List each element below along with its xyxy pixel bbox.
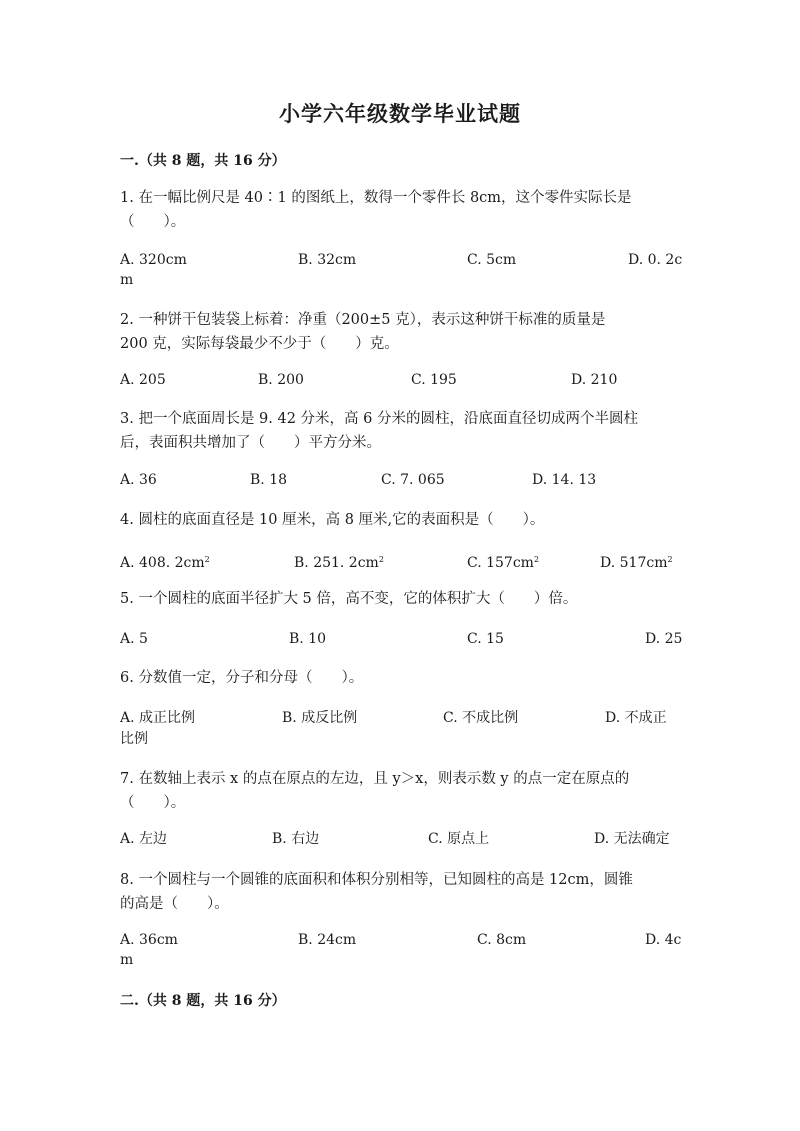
option-a: A. 320cm: [120, 252, 187, 268]
question-text: 的高是（ ）。: [120, 896, 229, 912]
option-d: D. 14. 13: [532, 472, 597, 488]
question-text: 200 克，实际每袋最少不少于（ ）克。: [120, 336, 399, 352]
question-text: 2. 一种饼干包装袋上标着：净重（200±5 克），表示这种饼干标准的质量是: [120, 312, 606, 328]
question-6: [120, 666, 678, 690]
option-d: D. 4c: [645, 932, 682, 948]
question-text: 3. 把一个底面周长是 9. 42 分米，高 6 分米的圆柱，沿底面直径切成两个半圆柱: [120, 411, 638, 427]
option-a: A. 左边: [120, 831, 168, 847]
option-c: C. 原点上: [428, 831, 490, 847]
option-d: D. 210: [571, 372, 618, 388]
option-d: D. 不成正: [605, 710, 667, 726]
page-title: 小学六年级数学毕业试题: [279, 101, 521, 126]
superscript: 2: [667, 555, 673, 564]
option-c: C. 5cm: [467, 252, 517, 268]
question-text: （ ）。: [120, 795, 186, 811]
option-wrap: m: [120, 272, 134, 288]
option-b: B. 251. $2cm^2$: [294, 555, 384, 571]
option-a: A. 36: [120, 472, 157, 488]
section-heading-2: 二.（共 8 题，共 16 分）: [120, 993, 286, 1009]
option-b: B. 24cm: [298, 932, 357, 948]
option-c: C. 不成比例: [443, 710, 519, 726]
question-8: [120, 868, 678, 916]
option-c: C. 15: [467, 631, 504, 647]
question-text: （ ）。: [120, 214, 186, 230]
question-5: [120, 587, 678, 611]
section-heading-1: 一.（共 8 题，共 16 分）: [120, 153, 286, 169]
option-d: D. 0. 2c: [628, 252, 683, 268]
option-b: B. 200: [258, 372, 304, 388]
question-text: 5. 一个圆柱的底面半径扩大 5 倍，高不变，它的体积扩大（ ）倍。: [120, 591, 578, 607]
option-b: B. 右边: [272, 831, 320, 847]
option-wrap: 比例: [120, 731, 148, 747]
superscript: 2: [378, 555, 384, 564]
option-d: D. $517cm^2$: [600, 555, 673, 571]
option-c: C. 195: [411, 372, 457, 388]
question-7: [120, 767, 678, 815]
option-a: A. 36cm: [120, 932, 178, 948]
question-3: [120, 407, 678, 455]
question-text: 8. 一个圆柱与一个圆锥的底面积和体积分别相等，已知圆柱的高是 12cm，圆锥: [120, 872, 633, 888]
superscript: 2: [533, 555, 540, 564]
question-text: 7. 在数轴上表示 x 的点在原点的左边，且 y＞x，则表示数 y 的点一定在原点的: [120, 771, 630, 787]
question-text: 6. 分数值一定，分子和分母（ ）。: [120, 670, 364, 686]
question-text: 后，表面积共增加了（ ）平方分米。: [120, 435, 381, 451]
option-b: B. 32cm: [298, 252, 357, 268]
option-a: A. 408. $2cm^2$: [120, 555, 210, 571]
option-b: B. 10: [289, 631, 327, 647]
option-b: B. 成反比例: [282, 710, 358, 726]
question-1: [120, 186, 678, 234]
option-d: D. 无法确定: [594, 831, 670, 847]
option-wrap: m: [120, 952, 134, 968]
option-a: A. 5: [120, 631, 148, 647]
question-text: 1. 在一幅比例尺是 40∶1 的图纸上，数得一个零件长 8cm，这个零件实际长是: [120, 190, 632, 206]
option-c: C. 7. 065: [381, 472, 445, 488]
option-c: C. 8cm: [477, 932, 527, 948]
option-c: C. $157cm^2$: [467, 555, 540, 571]
option-d: D. 25: [645, 631, 683, 647]
question-2: [120, 308, 678, 356]
option-a: A. 205: [120, 372, 166, 388]
option-a: A. 成正比例: [120, 710, 196, 726]
option-b: B. 18: [250, 472, 288, 488]
question-text: 4. 圆柱的底面直径是 10 厘米，高 8 厘米,它的表面积是（ ）。: [120, 512, 545, 528]
question-4: [120, 508, 678, 532]
superscript: 2: [204, 555, 210, 564]
